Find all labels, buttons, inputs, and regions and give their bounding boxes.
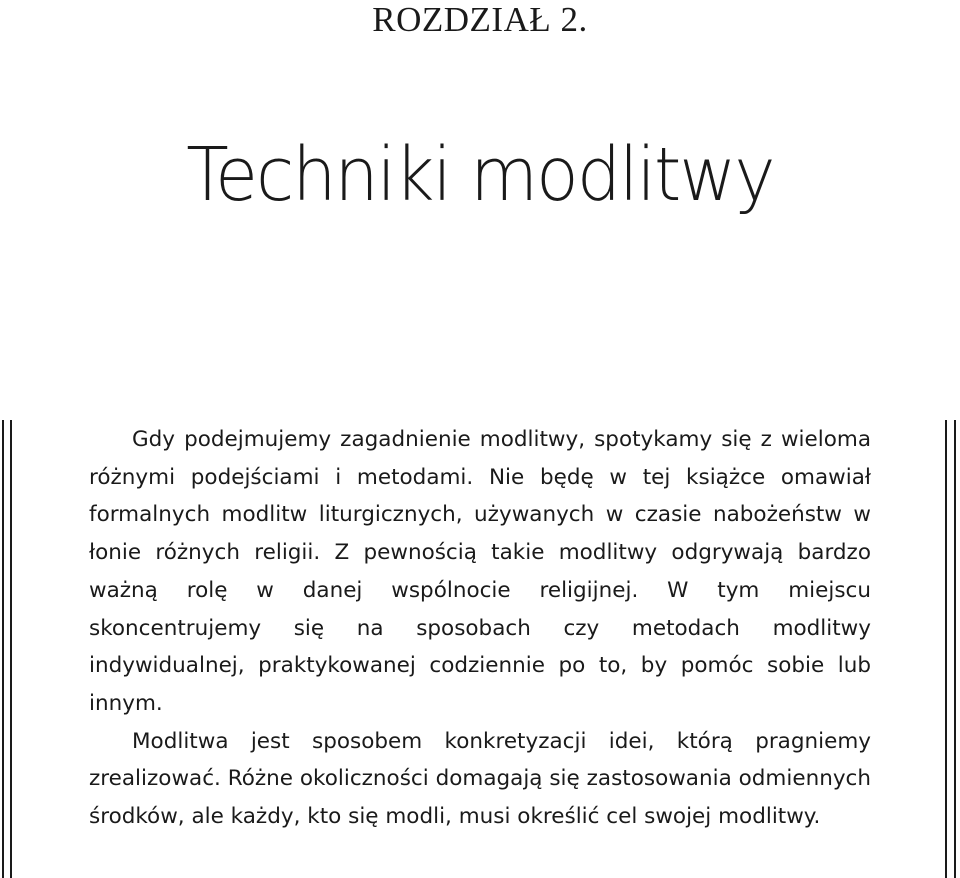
chapter-title: Techniki modlitwy xyxy=(186,132,774,218)
paragraph: Modlitwa jest sposobem konkretyzacji idei, którą pragniemy zrealizować. Różne okoliczności domagają się zastosowania odmiennych środków, ale każdy, kto się modli, musi określić cel swojej modlitwy. xyxy=(89,728,871,830)
left-margin-rule-inner xyxy=(10,420,12,878)
right-margin-rule-inner xyxy=(945,420,947,878)
body-text xyxy=(89,421,871,836)
left-margin-rule xyxy=(2,420,4,878)
right-margin-rule xyxy=(954,420,956,878)
paragraph: Gdy podejmujemy zagadnienie modlitwy, spotykamy się z wieloma różnymi podejściami i metodami. Nie będę w tej książce omawiał formalnych modlitw liturgicznych, używanych w czasie nabożeństw w łonie różnych religii. Z pewnością takie modlitwy odgrywają bardzo ważną rolę w danej wspólnocie religijnej. W tym miejscu skoncentrujemy się na sposobach czy metodach modlitwy indywidualnej, praktykowanej codziennie po to, by pomóc sobie lub innym. xyxy=(89,427,871,716)
chapter-label: ROZDZIAŁ 2. xyxy=(372,0,588,39)
